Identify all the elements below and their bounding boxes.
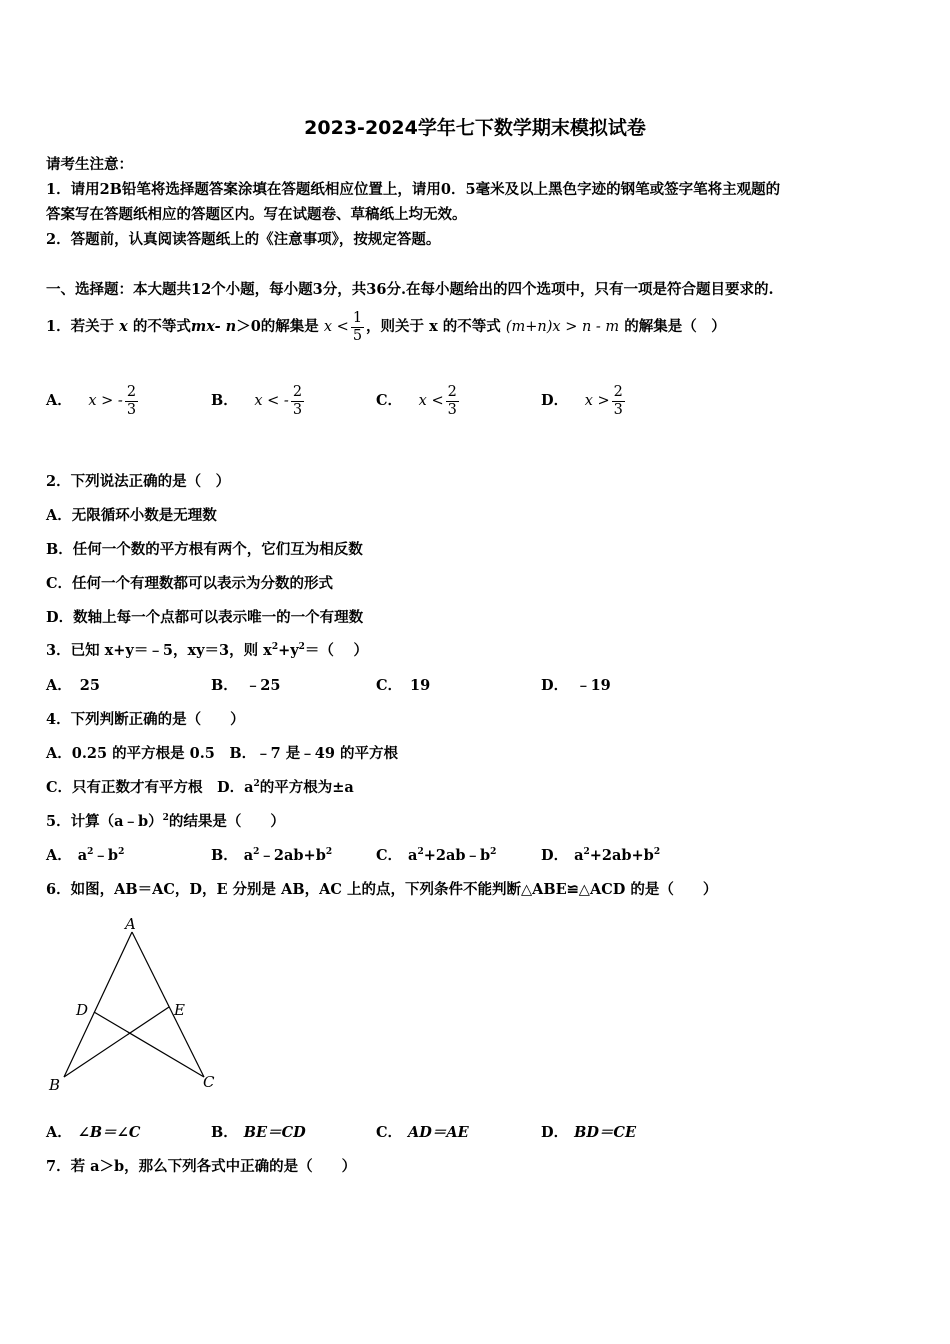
- option-label: B．: [211, 392, 238, 410]
- q6-option-d: [541, 1121, 636, 1142]
- option-sup-2: 2: [118, 847, 125, 858]
- question-2: 2．下列说法正确的是（ ）: [46, 473, 231, 490]
- option-den: 3: [126, 401, 137, 418]
- q3-text-c: ＝（ ）: [304, 642, 368, 659]
- option-text: 19: [410, 677, 431, 694]
- q3-option-c: [376, 674, 430, 695]
- q1-solution-den: 5: [352, 327, 363, 344]
- option-fraction: [446, 384, 459, 418]
- label-a: A: [125, 915, 136, 933]
- q6-option-b: [211, 1121, 306, 1142]
- q3-sup-1: 2: [271, 642, 279, 653]
- page-title: 2023-2024学年七下数学期末模拟试卷: [304, 117, 646, 139]
- option-fraction: [612, 384, 625, 418]
- label-b: B: [49, 1076, 61, 1094]
- q2-option-c: C．任何一个有理数都可以表示为分数的形式: [46, 575, 334, 592]
- option-sup-2: 2: [490, 847, 497, 858]
- option-term-a: a: [243, 847, 254, 864]
- segment-ab: [64, 932, 132, 1077]
- option-term-a: a: [77, 847, 88, 864]
- q4-options-cd: [46, 776, 354, 797]
- option-text: BD＝CE: [574, 1124, 637, 1141]
- q3-option-d: [541, 674, 611, 695]
- option-label: C．: [376, 847, 403, 864]
- option-label: A．: [46, 677, 72, 694]
- option-lhs: x <: [418, 393, 444, 410]
- q1-option-b: [211, 384, 306, 418]
- option-sup-2: 2: [653, 847, 661, 858]
- option-label: A．: [46, 1124, 72, 1141]
- q2-option-d: D．数轴上每一个点都可以表示唯一的一个有理数: [46, 609, 364, 626]
- option-term-b: +2ab+b: [589, 847, 654, 864]
- label-d: D: [76, 1001, 89, 1019]
- option-label: D．: [541, 847, 569, 864]
- question-3: [46, 639, 368, 660]
- q3-text-a: 3．已知 x+y＝﹣5，xy＝3，则 x: [46, 642, 272, 659]
- q1-var-x: x: [119, 318, 128, 335]
- q6-option-c: [376, 1121, 469, 1142]
- label-e: E: [174, 1001, 185, 1019]
- q1-text-2: 的不等式: [132, 318, 191, 335]
- option-text: ∠B＝∠C: [77, 1124, 141, 1141]
- q4-options-ab: A．0.25 的平方根是 0.5 B．﹣7 是﹣49 的平方根: [46, 745, 399, 762]
- option-sup-1: 2: [583, 847, 590, 858]
- option-den: 3: [292, 401, 303, 418]
- q5-option-a: [46, 844, 124, 865]
- option-label: D．: [541, 677, 569, 694]
- option-num: 2: [613, 384, 623, 400]
- option-sup-1: 2: [253, 847, 260, 858]
- option-lhs: x > -: [88, 393, 123, 410]
- q1-inequality-2: (m+n)x > n - m: [505, 319, 620, 335]
- option-term-a: a: [408, 847, 418, 864]
- section-heading: 一、选择题：本大题共12个小题，每小题3分，共36分.在每小题给出的四个选项中，只有一项是符合题目要求的.: [46, 281, 774, 298]
- option-term-b: ﹣2ab+b: [259, 847, 326, 864]
- question-4: 4．下列判断正确的是（ ）: [46, 711, 245, 728]
- q1-text-3: ＞0的解集是: [236, 318, 319, 335]
- option-text: BE＝CD: [243, 1124, 306, 1141]
- option-lhs: x < -: [254, 393, 289, 410]
- q1-option-a: [46, 384, 140, 418]
- q1-solution-num: 1: [352, 309, 363, 326]
- option-den: 3: [613, 401, 623, 418]
- q1-solution-fraction: [351, 310, 364, 344]
- option-lhs: x >: [584, 393, 610, 410]
- option-term-b: ﹣b: [93, 847, 119, 864]
- option-label: C．: [376, 1124, 403, 1141]
- q5-option-b: [211, 844, 332, 865]
- q1-inequality: mx- n: [190, 318, 237, 335]
- option-sup-2: 2: [325, 847, 333, 858]
- option-sup-1: 2: [417, 847, 424, 858]
- q1-option-d: [541, 384, 627, 418]
- option-text: ﹣19: [576, 677, 611, 694]
- q1-text-4: ，则关于 x 的不等式: [366, 318, 501, 335]
- question-7: 7．若 a＞b，那么下列各式中正确的是（ ）: [46, 1158, 357, 1175]
- q2-option-b: B．任何一个数的平方根有两个，它们互为相反数: [46, 541, 363, 558]
- option-text: 25: [79, 677, 100, 694]
- notice-item-2: 2．答题前，认真阅读答题纸上的《注意事项》，按规定答题。: [46, 231, 441, 248]
- notice-heading: 请考生注意：: [46, 156, 133, 173]
- option-term-b: +2ab﹣b: [423, 847, 491, 864]
- triangle-figure: [44, 912, 234, 1097]
- option-label: A．: [46, 392, 72, 410]
- q2-option-a: A．无限循环小数是无理数: [46, 507, 217, 524]
- q5-text-b: 的结果是（ ）: [168, 813, 285, 830]
- option-den: 3: [447, 401, 457, 418]
- option-fraction: [125, 384, 138, 418]
- option-label: C．: [376, 392, 403, 410]
- option-num: 2: [292, 384, 303, 400]
- notice-item-1a: 1．请用2B铅笔将选择题答案涂填在答题纸相应位置上，请用0．5毫米及以上黑色字迹的钢笔或签字笔将主观题的: [46, 181, 781, 198]
- option-sup-1: 2: [87, 847, 94, 858]
- option-fraction: [291, 384, 304, 418]
- q4-sup: 2: [253, 779, 260, 790]
- q1-text-5: 的解集是（ ）: [624, 318, 726, 335]
- q3-option-a: [46, 674, 100, 695]
- option-label: D．: [541, 392, 569, 410]
- q3-text-b: +y: [278, 642, 299, 659]
- question-5: [46, 810, 285, 831]
- option-term-a: a: [574, 847, 584, 864]
- q3-option-b: [211, 674, 280, 695]
- option-num: 2: [447, 384, 457, 400]
- option-label: C．: [376, 677, 403, 694]
- q4-text-tail: 的平方根为±a: [259, 779, 354, 796]
- question-6: 6．如图，AB＝AC，D，E 分别是 AB，AC 上的点，下列条件不能判断△ABE≌△ACD 的是（ ）: [46, 881, 718, 898]
- option-text: AD＝AE: [408, 1124, 469, 1141]
- option-text: ﹣25: [245, 677, 281, 694]
- q6-option-a: [46, 1121, 140, 1142]
- q3-sup-2: 2: [298, 642, 305, 653]
- q1-solution-lhs: x <: [323, 319, 349, 335]
- option-label: B．: [211, 847, 238, 864]
- option-label: B．: [211, 1124, 238, 1141]
- option-label: D．: [541, 1124, 569, 1141]
- q5-option-c: [376, 844, 496, 865]
- q1-option-c: [376, 384, 461, 418]
- label-c: C: [203, 1073, 215, 1091]
- option-label: B．: [211, 677, 238, 694]
- option-label: A．: [46, 847, 72, 864]
- q5-option-d: [541, 844, 660, 865]
- option-num: 2: [126, 384, 137, 400]
- notice-item-1b: 答案写在答题纸相应的答题区内。写在试题卷、草稿纸上均无效。: [46, 206, 467, 223]
- q4-text-c: C．只有正数才有平方根 D．a: [46, 779, 254, 796]
- q5-sup: 2: [162, 813, 169, 824]
- q5-text-a: 5．计算（a﹣b）: [46, 813, 163, 830]
- q1-text-1: 1．若关于: [46, 318, 115, 335]
- question-1: [46, 305, 726, 349]
